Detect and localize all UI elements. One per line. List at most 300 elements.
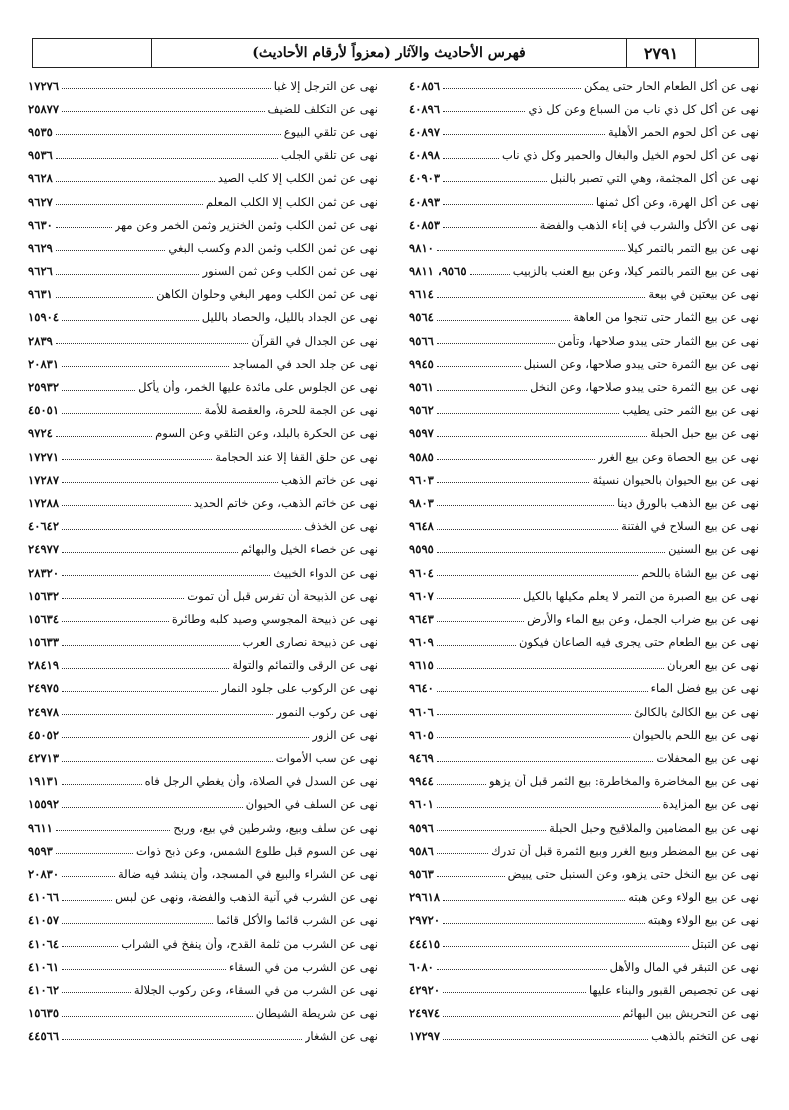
dot-leader — [62, 900, 112, 901]
entry-text: نهى عن بيع الذهب بالورق دينا — [617, 495, 759, 510]
dot-leader — [62, 1016, 253, 1017]
dot-leader — [62, 761, 273, 762]
entry-text: نهى عن بيع حبل الحبلة — [650, 426, 759, 441]
entry-text: نهى عن الشغار — [304, 1029, 378, 1044]
entry-number: ٩٦٤٠ — [409, 681, 434, 696]
entry-number: ٤٠٨٩٦ — [409, 101, 441, 116]
dot-leader — [437, 505, 614, 506]
entry-text: نهى عن الخذف — [304, 519, 378, 534]
entry-number: ٢٨٣٩ — [28, 333, 53, 348]
dot-leader — [437, 413, 619, 414]
entry-number: ٤٥٠٥١ — [28, 403, 60, 418]
entry-number: ٤٠٦٤٢ — [28, 519, 60, 534]
entry-text: نهى عن بيع التمر بالتمر كيلا، وعن بيع العنب بالزبيب — [512, 264, 759, 279]
entry-number: ٢٠٨٣٠ — [28, 866, 60, 881]
index-entry — [28, 584, 378, 607]
index-entry — [28, 491, 378, 514]
entry-text: نهى عن الشرب من ثلمة القدح، وأن ينفخ في الشراب — [121, 936, 378, 951]
entry-text: نهى عن الشرب من في السقاء، وعن ركوب الجلالة — [133, 982, 378, 997]
entry-text: نهى عن أكل الهرة، وعن أكل ثمنها — [595, 194, 759, 209]
entry-text: نهى عن بيع الثمار حتى تنجوا من العاهة — [573, 310, 759, 325]
right-column — [409, 74, 759, 1048]
entry-number: ٤٠٨٩٣ — [409, 194, 441, 209]
entry-text: نهى عن الجداد بالليل، والحصاد بالليل — [201, 310, 378, 325]
dot-leader — [62, 645, 239, 646]
entry-text: نهى عن بيع المضطر وبيع الغرر وبيع الثمرة قبل أن تدرك — [491, 843, 759, 858]
entry-number: ١٥٦٣٤ — [28, 611, 60, 626]
entry-text: نهى عن ثمن الكلب وثمن الدم وكسب البغي — [168, 240, 378, 255]
index-entry — [28, 723, 378, 746]
index-entry — [28, 306, 378, 329]
entry-text: نهى عن الجدال في القرآن — [251, 333, 378, 348]
dot-leader — [437, 853, 488, 854]
entry-number: ٢٥٩٣٢ — [28, 380, 60, 395]
index-entry — [409, 422, 759, 445]
entry-number: ٤١٠٦٤ — [28, 936, 60, 951]
entry-text: نهى عن الدواء الخبيث — [273, 565, 378, 580]
entry-number: ٤٠٨٩٨ — [409, 148, 441, 163]
dot-leader — [443, 134, 605, 135]
entry-number: ٩٥٣٦ — [28, 148, 53, 163]
entry-number: ١٧٢٨٨ — [28, 495, 60, 510]
index-entry — [28, 746, 378, 769]
entry-text: نهى عن بيع العربان — [667, 658, 759, 673]
entry-text: نهى عن بيع المحفلات — [656, 751, 759, 766]
entry-text: نهى عن سلف وبيع، وشرطين في بيع، وربح — [173, 820, 378, 835]
entry-text: نهى عن بيع السلاح في الفتنة — [621, 519, 759, 534]
entry-text: نهى عن التختم بالذهب — [651, 1029, 759, 1044]
dot-leader — [437, 621, 524, 622]
entry-number: ٢٤٩٧٨ — [28, 704, 60, 719]
entry-text: نهى عن ثمن الكلب إلا الكلب المعلم — [205, 194, 378, 209]
dot-leader — [437, 714, 631, 715]
index-entry — [409, 74, 759, 97]
entry-number: ٩٦٠٩ — [409, 635, 434, 650]
index-entry — [409, 1002, 759, 1025]
index-entry — [409, 144, 759, 167]
entry-text: نهى عن الجمة للحرة، والعقصة للأمة — [204, 403, 378, 418]
entry-number: ٩٨٠٣ — [409, 495, 434, 510]
entry-number: ٢٥٨٧٧ — [28, 101, 60, 116]
index-entry — [409, 631, 759, 654]
dot-leader — [437, 807, 660, 808]
entry-number: ٢٤٩٧٥ — [28, 681, 60, 696]
index-entry — [28, 329, 378, 352]
index-entry — [28, 700, 378, 723]
entry-number: ٤١٠٦٢ — [28, 982, 60, 997]
dot-leader — [62, 459, 212, 460]
dot-leader — [56, 297, 153, 298]
header-empty-cell-left — [33, 39, 151, 67]
entry-number: ٩٩٤٤ — [409, 774, 434, 789]
dot-leader — [56, 250, 165, 251]
index-entry — [409, 839, 759, 862]
dot-leader — [437, 876, 505, 877]
index-entry — [28, 607, 378, 630]
dot-leader — [62, 621, 169, 622]
entry-text: نهى عن بيع المخاضرة والمخاطرة: بيع الثمر قبل أن يزهو — [488, 774, 759, 789]
index-entry — [409, 862, 759, 885]
index-columns — [28, 74, 759, 1048]
dot-leader — [437, 761, 654, 762]
dot-leader — [62, 923, 213, 924]
entry-number: ١٧٢٨٧ — [28, 472, 60, 487]
entry-number: ٢٩٧٢٠ — [409, 913, 441, 928]
entry-number: ٩٦٠٥ — [409, 727, 434, 742]
dot-leader — [62, 714, 273, 715]
entry-text: نهى عن الشراء والبيع في المسجد، وأن ينشد فيه ضالة — [117, 866, 378, 881]
entry-number: ١٥٦٣٥ — [28, 1006, 60, 1021]
dot-leader — [437, 343, 555, 344]
entry-text: نهى عن تلقي البيوع — [283, 124, 378, 139]
entry-number: ٩٦٠٧ — [409, 588, 434, 603]
entry-text: نهى عن ثمن الكلب وعن ثمن السنور — [202, 264, 378, 279]
index-entry — [409, 399, 759, 422]
entry-text: نهى عن بيع الولاء وعن هبته — [628, 890, 759, 905]
dot-leader — [443, 111, 525, 112]
entry-text: نهى عن ثمن الكلب إلا كلب الصيد — [217, 171, 378, 186]
index-entry — [28, 352, 378, 375]
dot-leader — [62, 529, 301, 530]
dot-leader — [437, 784, 486, 785]
dot-leader — [56, 227, 112, 228]
entry-text: نهى عن بيع الحصاة وعن بيع الغرر — [597, 449, 759, 464]
index-entry — [28, 213, 378, 236]
dot-leader — [62, 691, 218, 692]
entry-text: نهى عن حلق القفا إلا عند الحجامة — [215, 449, 378, 464]
entry-number: ٩٦٢٨ — [28, 171, 53, 186]
index-entry — [409, 561, 759, 584]
entry-number: ٩٧٢٤ — [28, 426, 53, 441]
index-entry — [28, 260, 378, 283]
index-entry — [28, 538, 378, 561]
dot-leader — [56, 853, 133, 854]
entry-text: نهى عن تجصيص القبور والبناء عليها — [588, 982, 759, 997]
entry-text: نهى عن بيع الثمرة حتى يبدو صلاحها، وعن السنبل — [523, 356, 759, 371]
index-entry — [409, 375, 759, 398]
dot-leader — [437, 575, 638, 576]
entry-number: ٤٠٨٥٣ — [409, 217, 441, 232]
entry-text: نهى عن بيع الكالئ بالكالئ — [634, 704, 759, 719]
dot-leader — [437, 691, 648, 692]
index-entry — [28, 886, 378, 909]
index-entry — [28, 375, 378, 398]
dot-leader — [437, 969, 607, 970]
entry-number: ٩٥٨٥ — [409, 449, 434, 464]
index-entry — [28, 120, 378, 143]
dot-leader — [437, 320, 570, 321]
index-entry — [28, 770, 378, 793]
entry-number: ٩٥٦١ — [409, 380, 434, 395]
index-entry — [409, 445, 759, 468]
entry-number: ٤٢٩٢٠ — [409, 982, 441, 997]
dot-leader — [62, 482, 278, 483]
entry-number: ٩٦١١ — [28, 820, 53, 835]
entry-text: نهى عن شريطة الشيطان — [255, 1006, 378, 1021]
entry-number: ٩٦٢٧ — [28, 194, 53, 209]
entry-number: ١٥٥٩٢ — [28, 797, 60, 812]
dot-leader — [56, 830, 171, 831]
entry-text: نهى عن بيع الثمار حتى يبدو صلاحها، وتأمن — [557, 333, 759, 348]
index-entry — [409, 978, 759, 1001]
entry-number: ٤٠٨٩٧ — [409, 124, 441, 139]
dot-leader — [62, 366, 229, 367]
entry-text: نهى عن بيع التمر بالتمر كيلا — [627, 240, 759, 255]
index-entry — [409, 283, 759, 306]
entry-text: نهى عن ذبيحة المجوسي وصيد كلبه وطائرة — [171, 611, 378, 626]
index-entry — [28, 468, 378, 491]
dot-leader — [437, 366, 521, 367]
entry-number: ٤٠٩٠٣ — [409, 171, 441, 186]
entry-text: نهى عن بيع النخل حتى يزهو، وعن السنبل حتى يبيض — [507, 866, 759, 881]
index-entry — [28, 1025, 378, 1048]
entry-text: نهى عن سب الأموات — [275, 751, 378, 766]
index-entry — [409, 236, 759, 259]
dot-leader — [443, 923, 645, 924]
entry-text: نهى عن تلقي الجلب — [280, 148, 378, 163]
index-entry — [28, 793, 378, 816]
page-header — [32, 38, 759, 68]
index-entry — [409, 329, 759, 352]
dot-leader — [62, 668, 229, 669]
entry-text: نهى عن أكل كل ذي ناب من السباع وعن كل ذي — [528, 101, 759, 116]
index-entry — [28, 862, 378, 885]
entry-text: نهى عن الترجل إلا غبا — [273, 78, 378, 93]
dot-leader — [62, 1039, 302, 1040]
entry-text: نهى عن بيع المزايدة — [662, 797, 759, 812]
dot-leader — [437, 436, 647, 437]
index-entry — [409, 468, 759, 491]
index-entry — [28, 236, 378, 259]
dot-leader — [62, 992, 131, 993]
index-entry — [409, 213, 759, 236]
entry-text: نهى عن السلف في الحيوان — [245, 797, 378, 812]
entry-text: نهى عن بيع الحيوان بالحيوان نسيئة — [592, 472, 759, 487]
index-entry — [409, 607, 759, 630]
index-entry — [409, 515, 759, 538]
entry-number: ٤٠٨٥٦ — [409, 78, 441, 93]
entry-number: ٢٩٦١٨ — [409, 890, 441, 905]
entry-text: نهى عن الشرب قائما والأكل قائما — [216, 913, 378, 928]
entry-number: ٩٦٤٨ — [409, 519, 434, 534]
entry-number: ٢٠٨٣١ — [28, 356, 60, 371]
entry-number: ٩٦٣١ — [28, 287, 53, 302]
dot-leader — [62, 876, 115, 877]
dot-leader — [437, 552, 665, 553]
index-entry — [28, 561, 378, 584]
index-entry — [28, 839, 378, 862]
entry-number: ٤١٠٦٦ — [28, 890, 60, 905]
entry-number: ٩٦٢٦ — [28, 264, 53, 279]
index-entry — [409, 260, 759, 283]
dot-leader — [62, 784, 141, 785]
index-entry — [409, 167, 759, 190]
entry-text: نهى عن الشرب من في السقاء — [229, 959, 378, 974]
entry-text: نهى عن بيع الثمرة حتى يبدو صلاحها، وعن النخل — [530, 380, 759, 395]
entry-number: ٩٦٠٤ — [409, 565, 434, 580]
page-title: فهرس الأحاديث والآثار (معزواً لأرقام الأحاديث) — [151, 39, 626, 67]
dot-leader — [437, 737, 630, 738]
index-entry — [409, 97, 759, 120]
entry-number: ١٧٢٧٦ — [28, 78, 60, 93]
dot-leader — [437, 482, 590, 483]
index-entry — [409, 306, 759, 329]
index-entry — [409, 352, 759, 375]
entry-text: نهى عن ثمن الكلب وثمن الخنزير وثمن الخمر وعن مهر — [114, 217, 378, 232]
entry-number: ٩٦٣٠ — [28, 217, 53, 232]
dot-leader — [437, 250, 625, 251]
entry-number: ١٩١٣١ — [28, 774, 60, 789]
entry-text: نهى عن بيعتين في بيعة — [648, 287, 759, 302]
entry-text: نهى عن الزور — [312, 727, 378, 742]
dot-leader — [437, 529, 618, 530]
left-column — [28, 74, 378, 1048]
entry-number: ٤٢٧١٣ — [28, 751, 60, 766]
index-entry — [28, 677, 378, 700]
dot-leader — [56, 343, 248, 344]
index-entry — [28, 955, 378, 978]
dot-leader — [62, 320, 199, 321]
dot-leader — [62, 505, 190, 506]
dot-leader — [56, 204, 203, 205]
dot-leader — [443, 1016, 619, 1017]
entry-number: ٩٦٠٣ — [409, 472, 434, 487]
entry-text: نهى عن الأكل والشرب في إناء الذهب والفضة — [539, 217, 759, 232]
entry-text: نهى عن السدل في الصلاة، وأن يغطي الرجل فاه — [144, 774, 378, 789]
entry-text: نهى عن الحكرة بالبلد، وعن التلقي وعن السوم — [155, 426, 378, 441]
page-number: ٢٧٩١ — [626, 39, 695, 67]
index-entry — [28, 445, 378, 468]
entry-number: ٤١٠٦١ — [28, 959, 60, 974]
entry-number: ٢٨٣٢٠ — [28, 565, 60, 580]
entry-text: نهى عن الشرب في آنية الذهب والفضة، ونهى عن لبس — [115, 890, 378, 905]
entry-number: ٤٥٠٥٢ — [28, 727, 60, 742]
dot-leader — [62, 737, 309, 738]
index-entry — [409, 538, 759, 561]
entry-number: ٢٤٩٧٤ — [409, 1006, 441, 1021]
index-entry — [28, 909, 378, 932]
entry-text: نهى عن خاتم الذهب، وعن خاتم الحديد — [193, 495, 378, 510]
entry-text: نهى عن الرقى والتمائم والتولة — [232, 658, 378, 673]
index-entry — [409, 190, 759, 213]
entry-text: نهى عن بيع الصبرة من التمر لا يعلم مكيلها بالكيل — [523, 588, 759, 603]
dot-leader — [437, 390, 527, 391]
entry-text: نهى عن بيع ضراب الجمل، وعن بيع الماء والأرض — [527, 611, 759, 626]
entry-text: نهى عن ثمن الكلب ومهر البغي وحلوان الكاهن — [156, 287, 378, 302]
dot-leader — [437, 668, 664, 669]
index-entry — [409, 491, 759, 514]
index-entry — [28, 74, 378, 97]
index-entry — [409, 584, 759, 607]
index-entry — [409, 909, 759, 932]
index-entry — [409, 677, 759, 700]
index-entry — [409, 955, 759, 978]
entry-number: ٩٦٤٣ — [409, 611, 434, 626]
entry-text: نهى عن خاتم الذهب — [280, 472, 378, 487]
dot-leader — [443, 88, 581, 89]
entry-number: ١٥٦٣٣ — [28, 635, 60, 650]
dot-leader — [62, 946, 118, 947]
dot-leader — [443, 204, 593, 205]
entry-number: ٩٦٢٩ — [28, 240, 53, 255]
entry-number: ٩٥٦٤ — [409, 310, 434, 325]
dot-leader — [443, 900, 625, 901]
dot-leader — [62, 552, 238, 553]
index-entry — [28, 399, 378, 422]
entry-text: نهى عن بيع الثمر حتى يطيب — [622, 403, 759, 418]
entry-number: ١٥٦٣٢ — [28, 588, 60, 603]
entry-number: ٩٥٦٢ — [409, 403, 434, 418]
entry-number: ٩٦١٥ — [409, 658, 434, 673]
dot-leader — [62, 807, 243, 808]
entry-text: نهى عن السوم قبل طلوع الشمس، وعن ذبح ذوات — [136, 843, 378, 858]
entry-text: نهى عن بيع الولاء وهبته — [647, 913, 759, 928]
dot-leader — [62, 390, 135, 391]
entry-number: ١٥٩٠٤ — [28, 310, 60, 325]
dot-leader — [56, 181, 215, 182]
entry-text: نهى عن أكل لحوم الخيل والبغال والحمير وكل ذي ناب — [501, 148, 759, 163]
entry-text: نهى عن بيع الطعام حتى يجرى فيه الصاعان فيكون — [519, 635, 759, 650]
dot-leader — [437, 598, 520, 599]
dot-leader — [56, 134, 281, 135]
header-empty-cell-right — [695, 39, 758, 67]
entry-text: نهى عن أكل لحوم الحمر الأهلية — [608, 124, 759, 139]
index-entry — [28, 1002, 378, 1025]
dot-leader — [443, 227, 536, 228]
dot-leader — [56, 274, 200, 275]
index-entry — [28, 932, 378, 955]
entry-number: ٤٤٤١٥ — [409, 936, 441, 951]
entry-text: نهى عن جلد الحد في المساجد — [232, 356, 378, 371]
entry-text: نهى عن الركوب على جلود النمار — [221, 681, 378, 696]
entry-text: نهى عن ركوب النمور — [276, 704, 378, 719]
entry-text: نهى عن خصاء الخيل والبهائم — [240, 542, 378, 557]
entry-text: نهى عن أكل الطعام الحار حتى يمكن — [583, 78, 759, 93]
entry-text: نهى عن التكلف للضيف — [267, 101, 378, 116]
entry-number: ٦٠٨٠ — [409, 959, 434, 974]
index-entry — [28, 422, 378, 445]
index-entry — [28, 97, 378, 120]
dot-leader — [443, 181, 547, 182]
entry-number: ٤١٠٥٧ — [28, 913, 60, 928]
index-entry — [409, 120, 759, 143]
dot-leader — [62, 575, 270, 576]
index-entry — [28, 144, 378, 167]
entry-text: نهى عن بيع السنين — [668, 542, 759, 557]
dot-leader — [443, 1039, 648, 1040]
entry-text: نهى عن بيع فضل الماء — [650, 681, 759, 696]
entry-number: ١٧٢٩٧ — [409, 1029, 441, 1044]
index-entry — [409, 746, 759, 769]
index-entry — [28, 283, 378, 306]
entry-number: ٩٦٠٦ — [409, 704, 434, 719]
entry-number: ٩٥٩٥ — [409, 542, 434, 557]
entry-number: ٢٨٤١٩ — [28, 658, 60, 673]
entry-number: ٩٩٤٥ — [409, 356, 434, 371]
dot-leader — [443, 946, 688, 947]
entry-number: ٩٥٦٥، ٩٨١١ — [409, 264, 467, 279]
entry-number: ٩٥٣٥ — [28, 124, 53, 139]
dot-leader — [62, 88, 271, 89]
dot-leader — [437, 645, 516, 646]
entry-text: نهى عن التبتل — [691, 936, 759, 951]
entry-text: نهى عن الجلوس على مائدة عليها الخمر، وأن يأكل — [138, 380, 378, 395]
index-entry — [409, 1025, 759, 1048]
index-entry — [28, 978, 378, 1001]
dot-leader — [470, 274, 510, 275]
entry-number: ٩٥٦٣ — [409, 866, 434, 881]
entry-number: ٩٦١٤ — [409, 287, 434, 302]
